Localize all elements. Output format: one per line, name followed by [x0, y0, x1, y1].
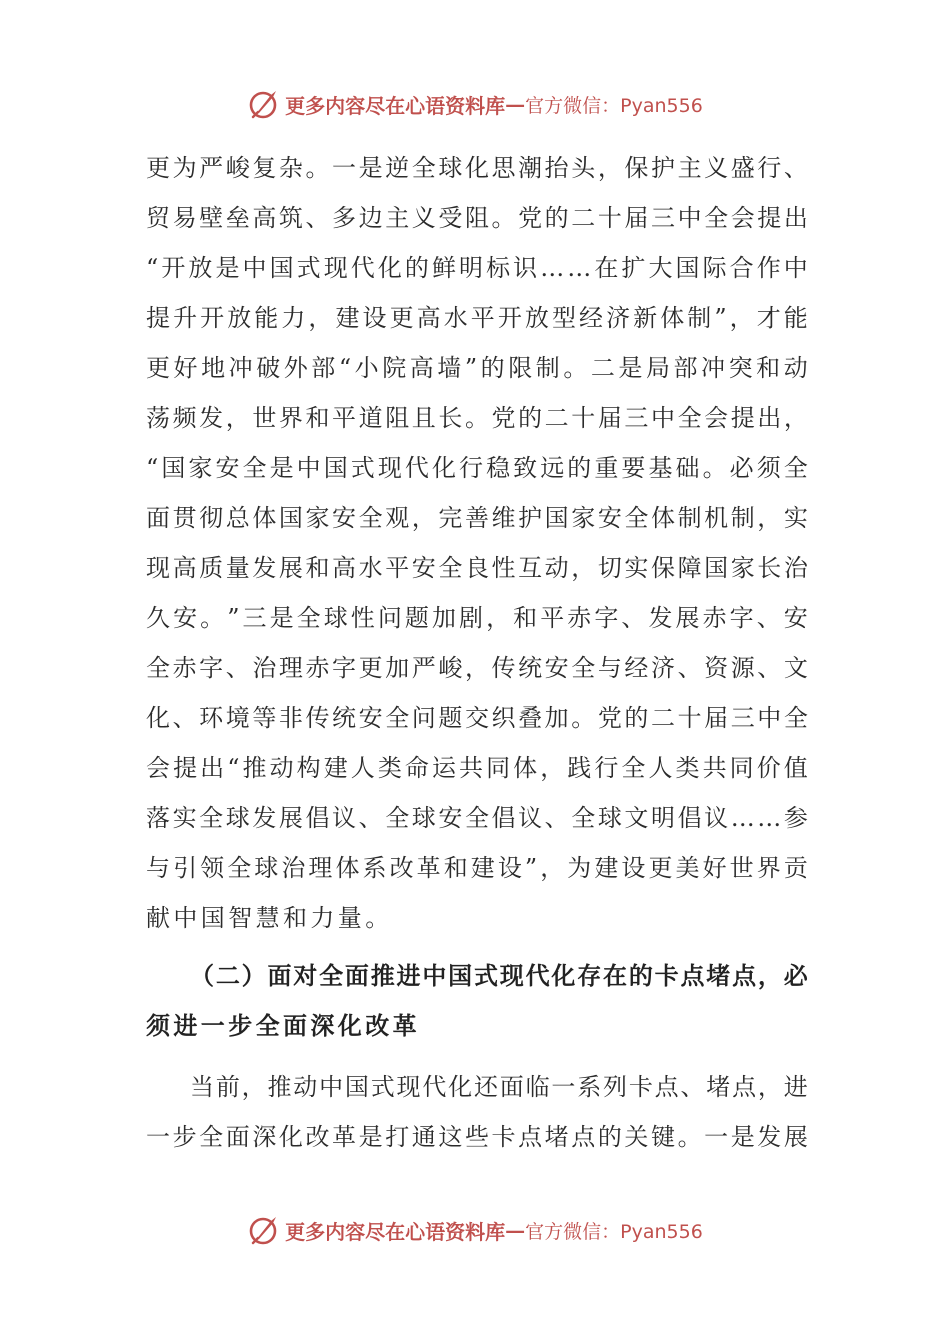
- text-line: 荡 频 发 ， 世 界 和 平 道 阻 且 长 。 党 的 二 十 届 三 中 全 会 提 出 ，: [146, 404, 808, 432]
- footer-banner: [0, 1210, 950, 1250]
- text-line: 久 安 。 ” 三 是 全 球 性 问 题 加 剧 ， 和 平 赤 字 、 发 展 赤 字 、 安: [146, 604, 808, 632]
- document-body: [146, 143, 808, 1162]
- footer-contact: 官方微信：Pyan556: [525, 1220, 703, 1243]
- footer-separator: —: [505, 1218, 526, 1242]
- section-heading: [146, 951, 808, 1051]
- text-line: 会 提 出 “ 推 动 构 建 人 类 命 运 共 同 体 ， 践 行 全 人 类 共 同 价 值: [146, 754, 808, 782]
- text-line: 贸 易 壁 垒 高 筑 、 多 边 主 义 受 阻 。 党 的 二 十 届 三 中 全 会 提 出: [146, 204, 808, 232]
- header-contact: 官方微信：Pyan556: [525, 94, 703, 117]
- header-separator: —: [505, 92, 526, 116]
- quill-pen-circle-icon: [247, 87, 281, 121]
- heading-line: 须进一步全面深化改革: [146, 1011, 420, 1040]
- heading-line: （ 二 ） 面 对 全 面 推 进 中 国 式 现 代 化 存 在 的 卡 点 堵 点 ， 必: [190, 961, 808, 990]
- text-line: 落 实 全 球 发 展 倡 议 、 全 球 安 全 倡 议 、 全 球 文 明 倡 议 … … 参: [146, 804, 808, 832]
- quill-pen-circle-icon: [247, 1213, 281, 1247]
- text-line: 提 升 开 放 能 力 ， 建 设 更 高 水 平 开 放 型 经 济 新 体 制 ” ， 才 能: [146, 304, 808, 332]
- text-line: “ 开 放 是 中 国 式 现 代 化 的 鲜 明 标 识 … … 在 扩 大 国 际 合 作 中: [146, 254, 808, 282]
- text-line: 献中国智慧和力量。: [146, 904, 393, 932]
- text-line: 当 前 ， 推 动 中 国 式 现 代 化 还 面 临 一 系 列 卡 点 、 堵 点 ， 进: [190, 1073, 808, 1101]
- header-site-name: 更多内容尽在心语资料库: [285, 93, 506, 118]
- footer-site-name: 更多内容尽在心语资料库: [285, 1219, 506, 1244]
- text-line: 与 引 领 全 球 治 理 体 系 改 革 和 建 设 ” ， 为 建 设 更 美 好 世 界 贡: [146, 854, 808, 882]
- text-line: “ 国 家 安 全 是 中 国 式 现 代 化 行 稳 致 远 的 重 要 基 础 。 必 须 全: [146, 454, 808, 482]
- text-line: 面 贯 彻 总 体 国 家 安 全 观 ， 完 善 维 护 国 家 安 全 体 制 机 制 ， 实: [146, 504, 808, 532]
- header-banner: [0, 84, 950, 124]
- paragraph-1: [146, 143, 808, 943]
- paragraph-2: [146, 1062, 808, 1162]
- text-line: 化 、 环 境 等 非 传 统 安 全 问 题 交 织 叠 加 。 党 的 二 十 届 三 中 全: [146, 704, 808, 732]
- text-line: 全 赤 字 、 治 理 赤 字 更 加 严 峻 ， 传 统 安 全 与 经 济 、 资 源 、 文: [146, 654, 808, 682]
- text-line: 一 步 全 面 深 化 改 革 是 打 通 这 些 卡 点 堵 点 的 关 键 。 一 是 发 展: [146, 1123, 808, 1151]
- text-line: 更 好 地 冲 破 外 部 “ 小 院 高 墙 ” 的 限 制 。 二 是 局 部 冲 突 和 动: [146, 354, 808, 382]
- text-line: 更 为 严 峻 复 杂 。 一 是 逆 全 球 化 思 潮 抬 头 ， 保 护 主 义 盛 行 、: [146, 154, 808, 182]
- text-line: 现 高 质 量 发 展 和 高 水 平 安 全 良 性 互 动 ， 切 实 保 障 国 家 长 治: [146, 554, 808, 582]
